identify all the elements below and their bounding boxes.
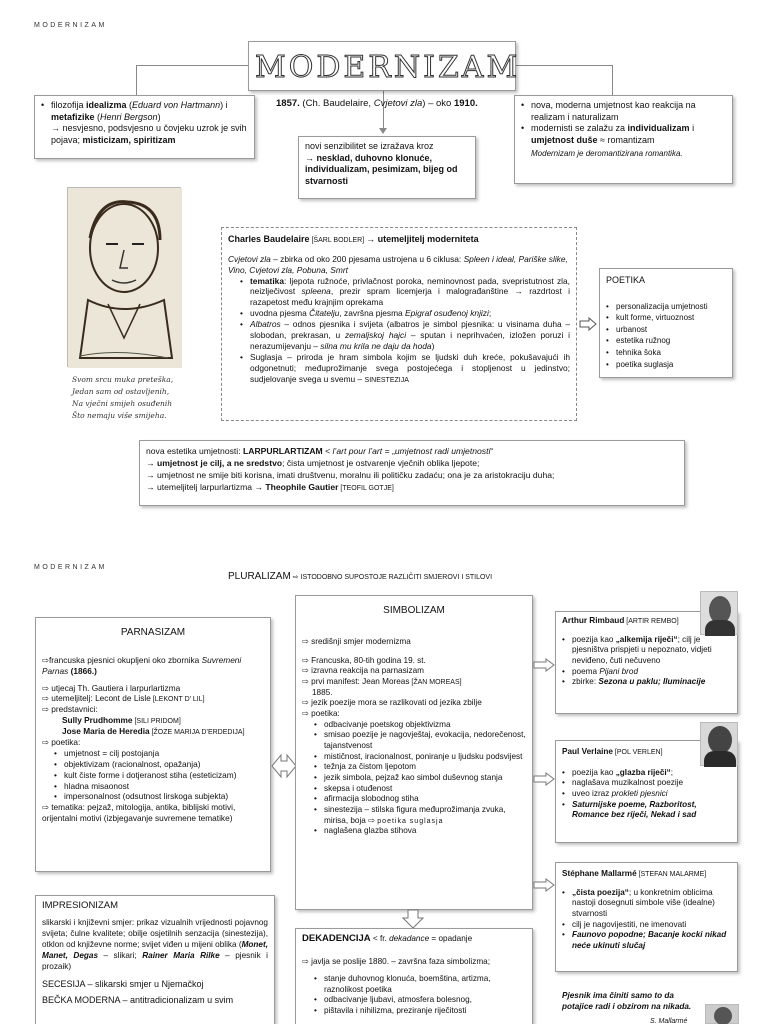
quote-signature: S. Mallarmé: [650, 1018, 688, 1024]
baudelaire-point: • Albatros – odnos pjesnika i svijeta (albatros je simbol pjesnika: u visinama duha – slobodan, prekrasan, u zemaljskoj hajci – sputan i neprihvaćen, izložen poruzi i nerazumijevanju – silna mu krila ne daju da hoda): [240, 319, 570, 352]
simbolizam-line: ⇨ jezik poezije mora se razlikovati od jezika zbilje: [302, 698, 482, 708]
mallarme-name: Stéphane Mallarmé [STEFAN MALARME]: [562, 869, 707, 878]
dekadencija-item: • pištavila i nihilizma, preziranje riječitosti: [302, 1006, 526, 1017]
rimbaud-item: • zbirke: Sezona u paklu; Iluminacije: [562, 677, 731, 688]
parnasizam-item: • hladna misaonost: [42, 781, 264, 792]
mallarme-item: • cilj je nagovijestiti, ne imenovati: [562, 920, 731, 931]
sensibility-box: [298, 136, 476, 199]
definition-item: • modernisti se zalažu za individualizam i umjetnost duše ≈ romantizam: [521, 123, 726, 146]
impresionizam-title: IMPRESIONIZAM: [42, 900, 119, 911]
baudelaire-point: • Suglasja – priroda je hram simbola kojim se ljudski duh kreće, pokušavajući ih odgonetnuti; međuprožimanje svega postojećega i stopljenost u jedinstvo; sudjelovanje svega u svemu – SINESTEZIJA: [240, 352, 570, 385]
baudelaire-point: • tematika: ljepota ružnoće, privlačnost poroka, neminovnost pada, svepristutnost zla, neizlječivost spleena, prezir spram licemjerja i malograđanštine → razdrtost i razapetost među krajnjim oprekama: [240, 276, 570, 309]
double-arrow-icon: [271, 752, 297, 780]
simbolizam-item: • mističnost, iracionalnost, poniranje u ljudsku podsvijest: [302, 752, 526, 763]
dekadencija-box: [295, 928, 533, 1024]
dekadencija-title: DEKADENCIJA < fr. dekadance = opadanje: [302, 933, 473, 944]
dekadencija-item: • odbacivanje ljubavi, atmosfera bolesnog,: [302, 995, 526, 1006]
arrow-right-icon: [533, 658, 555, 672]
portrait-face: [714, 1007, 732, 1024]
verlaine-name: Paul Verlaine [POL VERLEN]: [562, 747, 663, 756]
verlaine-item: • poezija kao „glazba riječi“;: [562, 768, 731, 779]
parnasizam-rep: Jose Maria de Heredia [ŽOZE MARIJA D’ERDEDIJA]: [62, 726, 245, 737]
sensibility-intro: novi senzibilitet se izražava kroz: [305, 141, 434, 151]
poetika-title: POETIKA: [606, 275, 646, 285]
page-header: MODERNIZAM: [34, 22, 107, 29]
pluralizam-heading: PLURALIZAM ⇨ ISTODOBNO SUPOSTOJE RAZLIČITI SMJEROVI I STILOVI: [228, 571, 493, 582]
parnasizam-item: • impersonalnost (odsutnost lirskoga subjekta): [42, 791, 264, 802]
modernism-definition-box: [514, 95, 733, 184]
secesija-line: SECESIJA – slikarski smjer u Njemačkoj: [42, 979, 204, 990]
connector-right-drop: [612, 65, 613, 95]
page-header: MODERNIZAM: [34, 564, 107, 571]
parnasizam-rep: Sully Prudhomme [SILI PRIDOM]: [62, 715, 181, 726]
verlaine-item: • naglašava muzikalnost poezije: [562, 778, 731, 789]
verlaine-item: • Saturnijske poeme, Razboritost, Romance bez riječi, Nekad i sad: [562, 800, 731, 821]
arrow-down-icon: [402, 909, 424, 929]
arrow-right-icon: [533, 772, 555, 786]
verlaine-item: • uveo izraz prokleti pjesnici: [562, 789, 731, 800]
page-title: MODERNIZAM: [255, 50, 521, 85]
baudelaire-poem: [72, 374, 173, 422]
larpur-line: → umjetnost ne smije biti korisna, imati društvenu, moralnu ili političku zadaću; ona je za aristokraciju duha;: [146, 470, 555, 481]
connector-left: [136, 65, 248, 66]
poetika-box: [599, 268, 733, 378]
poem-line: Što nemaju više smijeha.: [72, 411, 167, 420]
portrait-body: [704, 751, 736, 767]
simbolizam-line: ⇨ izravna reakcija na parnasizam: [302, 666, 424, 676]
poem-line: Svom srcu muka preteška,: [72, 375, 174, 384]
mallarme-box: [555, 862, 738, 972]
poetika-item: • urbanost: [606, 324, 726, 336]
rimbaud-name: Arthur Rimbaud [ARTIR REMBO]: [562, 616, 679, 625]
simbolizam-title: SIMBOLIZAM: [383, 605, 445, 616]
simbolizam-line: ⇨ Francuska, 80-tih godina 19. st.: [302, 655, 426, 665]
philosophy-consequence: → nesvjesno, podsvjesno u čovjeku uzrok je svih pojava; misticizam, spiritizam: [51, 123, 247, 146]
simbolizam-item: • skepsa i otuđenost: [302, 784, 526, 795]
parnasizam-line: ⇨ utjecaj Th. Gautiera i larpurlartizma: [42, 682, 181, 693]
arrowhead-down: [379, 128, 387, 134]
rimbaud-item: • poema Pijani brod: [562, 667, 731, 678]
simbolizam-line: ⇨ prvi manifest: Jean Moreas [ŽAN MOREAS]: [302, 676, 462, 686]
sensibility-list: → nesklad, duhovno klonuće, individualizam, pesimizam, bijeg od stvarnosti: [305, 152, 458, 187]
connector-left-drop: [136, 65, 137, 95]
parnasizam-box: [35, 617, 271, 872]
parnasizam-line: ⇨ utemeljitelj: Lecont de Lisle [LEKONT D’ LIL]: [42, 693, 205, 704]
parnasizam-line: ⇨ predstavnici:: [42, 704, 98, 715]
period-line: 1857. (Ch. Baudelaire, Cvjetovi zla) – oko 1910.: [276, 98, 478, 109]
connector-center-drop: [383, 90, 384, 132]
mallarme-item: • „čista poezija“; u konkretnim oblicima nastoji dosegnuti simbole više (idealne) stvarnosti: [562, 888, 731, 920]
poem-line: Na vječni smijeh osuđenih: [72, 399, 173, 408]
baudelaire-box: [221, 227, 577, 421]
baudelaire-portrait: [67, 187, 181, 367]
parnasizam-item: • kult čiste forme i dotjeranost stiha (esteticizam): [42, 770, 264, 781]
dekadencija-line: ⇨ javlja se poslije 1880. – završna faza simbolizma;: [302, 957, 490, 967]
simbolizam-item: • afirmacija slobodnog stiha: [302, 794, 526, 805]
larpur-line: → umjetnost je cilj, a ne sredstvo; čista umjetnost je ostvarenje vječnih oblika ljepote;: [146, 458, 480, 469]
simbolizam-line: ⇨ središnji smjer modernizma: [302, 637, 411, 646]
parnasizam-item: • objektivizam (racionalnost, opažanja): [42, 759, 264, 770]
arrow-right-icon: [533, 878, 555, 892]
simbolizam-item: • smisao poezije je nagovještaj, evokacija, nedorečenost, tajanstvenost: [302, 730, 526, 751]
poetika-item: • poetika suglasja: [606, 359, 726, 371]
impresionizam-text: slikarski i književni smjer: prikaz vizualnih vrijednosti pojavnog svijeta; čulne kvalitete; obilje osjetilnih senzacija (sinestezija), otklon od književne norme; svijet viđen u mijeni oblika (Monet, Manet, Degas – slikari; Rainer Maria Rilke – pjesnik i prozaik): [42, 917, 269, 972]
arrow-right-icon: [579, 317, 597, 331]
poetika-item: • kult forme, virtuoznost: [606, 312, 726, 324]
larpur-line: nova estetika umjetnosti: LARPURLARTIZAM < l’art pour l’art = „umjetnost radi umjetnosti“: [146, 446, 494, 456]
poetika-item: • tehnika šoka: [606, 347, 726, 359]
rimbaud-item: • poezija kao „alkemija riječi“; cilj je pjesništva prispjeti u nepoznato, vidjeti neviđeno, čuti nečuveno: [562, 635, 731, 667]
portrait-face: [708, 726, 732, 754]
definition-item: • nova, moderna umjetnost kao reakcija na realizam i naturalizam: [521, 100, 726, 123]
poetika-item: • personalizacija umjetnosti: [606, 301, 726, 313]
baudelaire-title: Charles Baudelaire [ŠARL BODLER] → utemeljitelj moderniteta: [228, 234, 479, 244]
rimbaud-photo: [700, 591, 738, 635]
poem-line: Jedan sam od ostavljenih,: [72, 387, 170, 396]
poetika-item: • estetika ružnog: [606, 335, 726, 347]
verlaine-photo: [700, 722, 738, 766]
parnasizam-title: PARNASIZAM: [120, 627, 186, 638]
portrait-sketch: [68, 188, 182, 368]
parnasizam-line: ⇨ tematika: pejzaž, mitologija, antika, biblijski motivi, orijentalni motivi (izbjegavanje suvremene tematike): [42, 802, 236, 823]
simbolizam-line: ⇨ poetika:: [302, 708, 340, 718]
baudelaire-point: • uvodna pjesma Čitatelju, završna pjesma Epigraf osuđenoj knjizi;: [240, 308, 570, 319]
parnasizam-item: • umjetnost = cilj postojanja: [42, 748, 264, 759]
larpurlartizam-box: [139, 440, 685, 506]
larpur-line: → utemeljitelj larpurlartizma → Theophile Gautier [TEOFIL GOTJE]: [146, 482, 394, 493]
mallarme-photo: [705, 1004, 739, 1024]
dekadencija-item: • stanje duhovnog klonuća, boemština, artizma, raznolikost poetika: [302, 974, 526, 995]
definition-note: Modernizam je deromantizirana romantika.: [531, 148, 683, 158]
becka-line: BEČKA MODERNA – antitradicionalizam u svim: [42, 995, 234, 1006]
mallarme-quote: Pjesnik ima činiti samo to da potajice radi i obzirom na nikada.: [562, 991, 692, 1012]
simbolizam-box: [295, 595, 533, 910]
simbolizam-item: • odbacivanje poetskog objektivizma: [302, 720, 526, 731]
impresionizam-box: [35, 895, 275, 1024]
mallarme-item: • Faunovo popodne; Bacanje kocki nikad neće ukinuti slučaj: [562, 930, 731, 951]
parnasizam-line: ⇨ poetika:: [42, 737, 81, 748]
portrait-body: [705, 620, 735, 636]
philosophy-text: • filozofija idealizma (Eduard von Hartmann) i metafizike (Henri Bergson): [41, 100, 248, 123]
baudelaire-intro: Cvjetovi zla – zbirka od oko 200 pjesama ustrojena u 6 ciklusa: Spleen i ideal, Pariške slike, Vino, Cvjetovi zla, Pobuna, Smrt: [228, 253, 568, 275]
parnasizam-line: ⇨francuska pjesnici okupljeni oko zbornika Suvremeni Parnas (1866.): [42, 655, 242, 676]
simbolizam-line: 1885.: [312, 687, 333, 697]
simbolizam-item: • sinestezija – stilska figura međuprožimanja zvuka, mirisa, boja ⇨ poetika suglasja: [302, 805, 526, 826]
simbolizam-item: • naglašena glazba stihova: [302, 826, 526, 837]
title-box: [248, 41, 521, 91]
simbolizam-item: • jezik simbola, pejzaž kao simbol duševnog stanja: [302, 773, 526, 784]
simbolizam-item: • težnja za čistom ljepotom: [302, 762, 526, 773]
philosophy-box: [34, 95, 255, 159]
